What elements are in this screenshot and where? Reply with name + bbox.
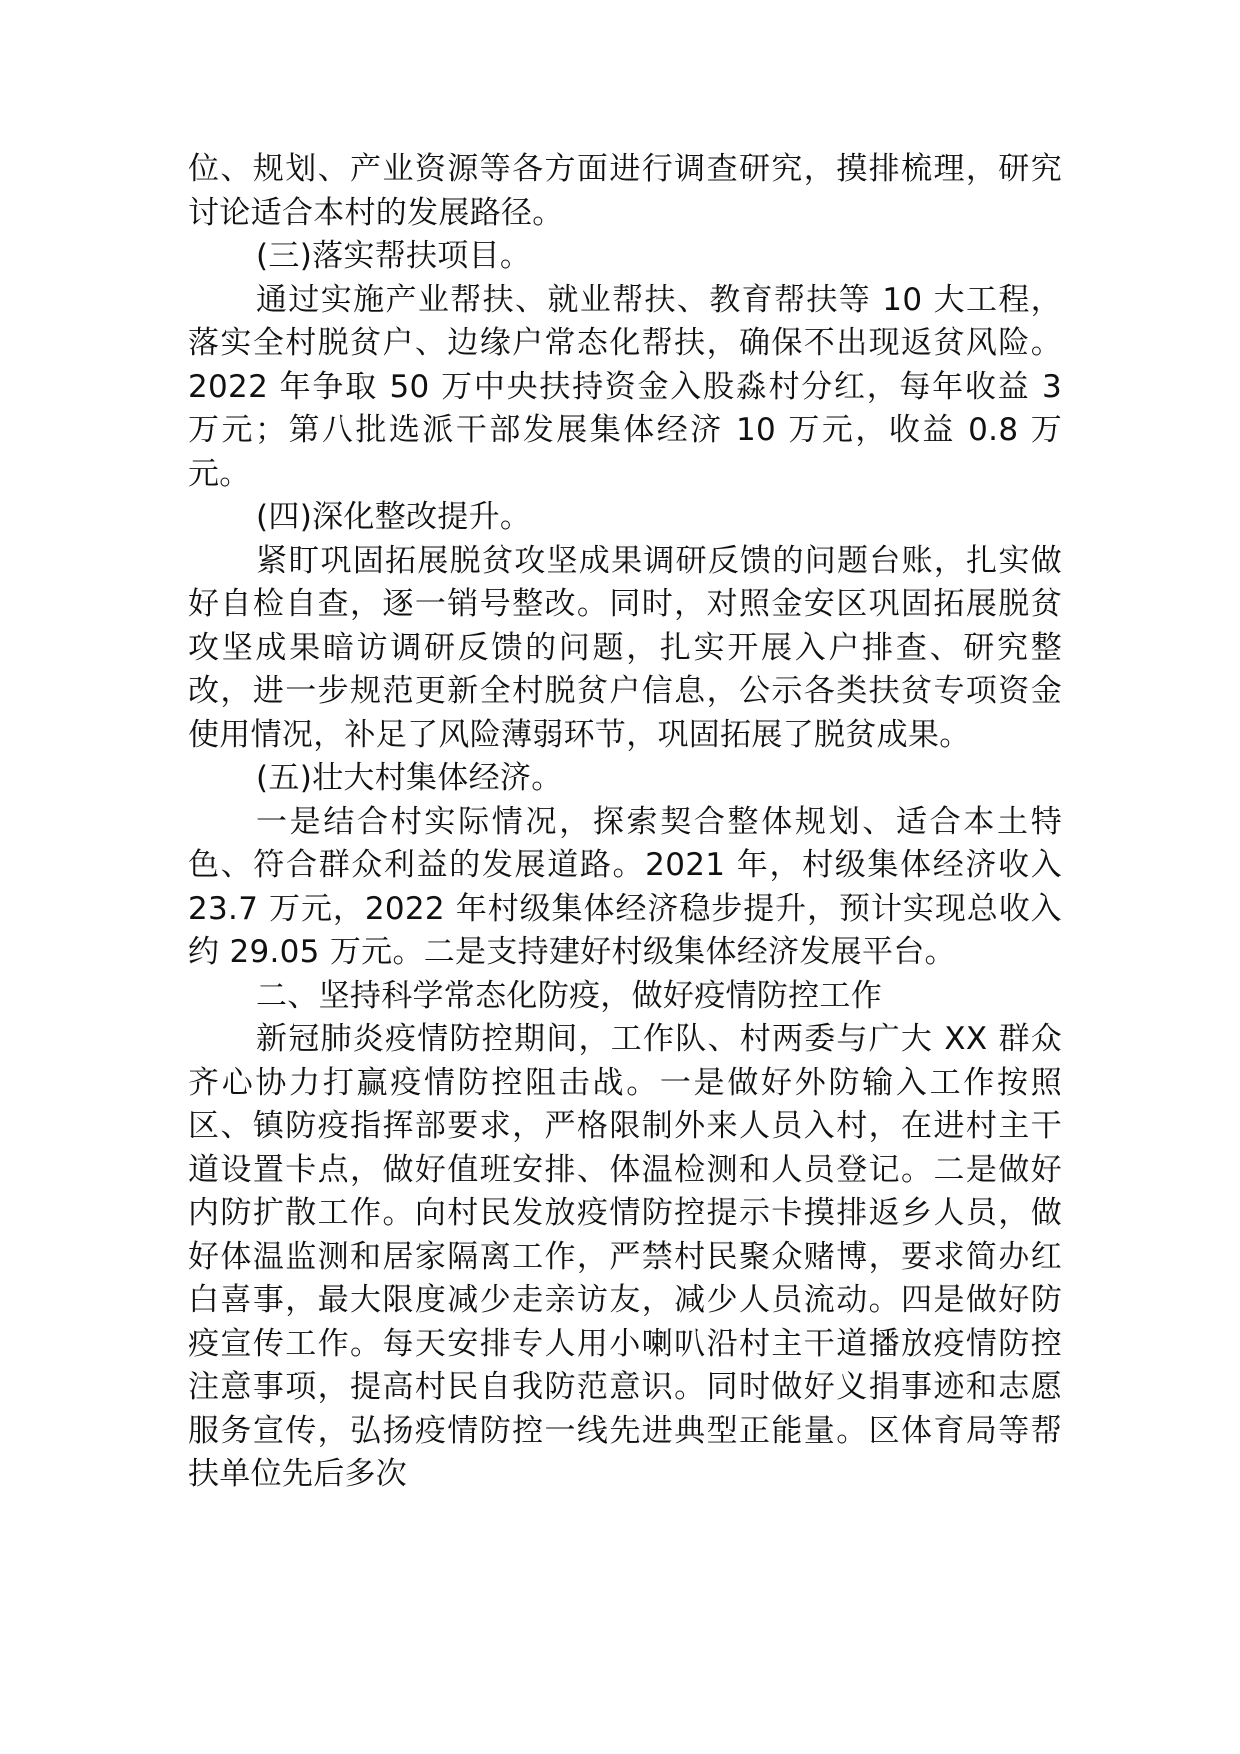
- document-page: [188, 148, 1062, 1497]
- body-paragraph: 新冠肺炎疫情防控期间，工作队、村两委与广大 XX 群众齐心协力打赢疫情防控阻击战。一是做好外防输入工作按照区、镇防疫指挥部要求，严格限制外来人员入村，在进村主干道设置卡点，做好值班安排、体温检测和人员登记。二是做好内防扩散工作。向村民发放疫情防控提示卡摸排返乡人员，做好体温监测和居家隔离工作，严禁村民聚众赌博，要求简办红白喜事，最大限度减少走亲访友，减少人员流动。四是做好防疫宣传工作。每天安排专人用小喇叭沿村主干道播放疫情防控注意事项，提高村民自我防范意识。同时做好义捐事迹和志愿服务宣传，弘扬疫情防控一线先进典型正能量。区体育局等帮扶单位先后多次: [188, 1021, 1062, 1492]
- body-paragraph: 紧盯巩固拓展脱贫攻坚成果调研反馈的问题台账，扎实做好自检自查，逐一销号整改。同时，对照金安区巩固拓展脱贫攻坚成果暗访调研反馈的问题，扎实开展入户排查、研究整改，进一步规范更新全村脱贫户信息，公示各类扶贫专项资金使用情况，补足了风险薄弱环节，巩固拓展了脱贫成果。: [188, 542, 1062, 753]
- body-paragraph: 一是结合村实际情况，探索契合整体规划、适合本土特色、符合群众利益的发展道路。2021 年，村级集体经济收入 23.7 万元，2022 年村级集体经济稳步提升，预计实现总收入约 29.05 万元。二是支持建好村级集体经济发展平台。: [188, 803, 1062, 970]
- subsection-heading: (四)深化整改提升。: [256, 499, 532, 535]
- subsection-heading: (三)落实帮扶项目。: [256, 238, 532, 274]
- section-heading: 二、坚持科学常态化防疫，做好疫情防控工作: [256, 977, 882, 1014]
- body-paragraph: 位、规划、产业资源等各方面进行调查研究，摸排梳理，研究讨论适合本村的发展路径。: [188, 151, 1062, 231]
- subsection-heading: (五)壮大村集体经济。: [256, 760, 563, 796]
- body-paragraph: 通过实施产业帮扶、就业帮扶、教育帮扶等 10 大工程，落实全村脱贫户、边缘户常态化帮扶，确保不出现返贫风险。2022 年争取 50 万中央扶持资金入股淼村分红，每年收益 3 万元；第八批选派干部发展集体经济 10 万元，收益 0.8 万元。: [188, 281, 1062, 492]
